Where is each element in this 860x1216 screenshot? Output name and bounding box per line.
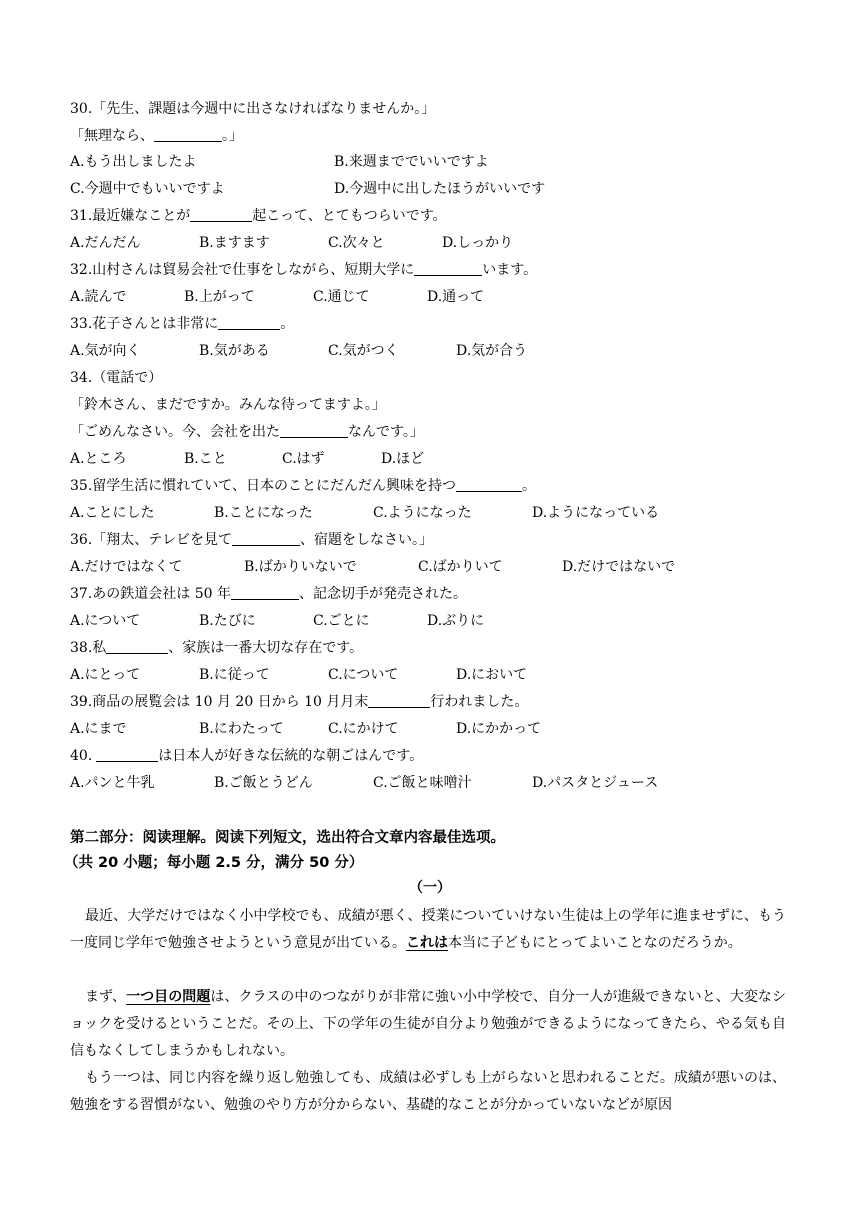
question-38: 38.私 、家族は一番大切な存在です。 <box>70 640 364 656</box>
option-a: A.読んで <box>70 289 127 305</box>
option-a: A.ことにした <box>70 505 155 521</box>
option-b: B.たびに <box>199 613 256 629</box>
question-35: 35.留学生活に慣れていて、日本のことにだんだん興味を持つ 。 <box>70 478 536 494</box>
option-d: D.しっかり <box>442 235 514 251</box>
option-a: A.パンと牛乳 <box>70 775 155 791</box>
option-a: A.だけではなくて <box>70 559 183 575</box>
answer-blank <box>280 423 348 438</box>
underlined-phrase: これは <box>406 935 448 951</box>
answer-blank <box>414 261 482 276</box>
option-c: C.ばかりいて <box>418 559 503 575</box>
option-d: D.ほど <box>381 451 425 467</box>
underlined-phrase: 一つ目の問題 <box>126 989 211 1005</box>
option-a: A.もう出しましたよ <box>70 154 197 170</box>
option-b: B.上がって <box>184 289 255 305</box>
answer-blank <box>456 477 522 492</box>
answer-blank <box>368 693 430 708</box>
answer-blank <box>218 315 280 330</box>
option-c: C.ようになった <box>373 505 472 521</box>
question-34-line-3: 「ごめんなさい。今、会社を出た なんです。」 <box>70 424 424 440</box>
passage-paragraph-1: 最近、大学だけではなく小中学校でも、成績が悪く、授業についていけない生徒は上の学年に進ませずに、もう一度同じ学年で勉強させようという意見が出ている。これは本当に子どもにとってよいことなのだろうか。 <box>70 908 786 951</box>
option-c: C.気がつく <box>328 343 399 359</box>
option-d: D.パスタとジュース <box>532 775 659 791</box>
question-32: 32.山村さんは貿易会社で仕事をしながら、短期大学に います。 <box>70 262 538 278</box>
question-39: 39.商品の展覧会は 10 月 20 日から 10 月月末 行われました。 <box>70 694 529 710</box>
question-30-line-2: 「無理なら、 。」 <box>70 128 243 144</box>
option-c: C.ご飯と味噌汁 <box>373 775 472 791</box>
question-36: 36.「翔太、テレビを見て 、宿題をしなさい。」 <box>70 532 433 548</box>
option-c: C.次々と <box>328 235 385 251</box>
option-b: B.気がある <box>199 343 270 359</box>
option-d: D.にかかって <box>456 721 542 737</box>
option-b: B.ばかりいないで <box>244 559 357 575</box>
option-c: C.今週中でもいいですよ <box>70 181 225 197</box>
answer-blank <box>190 207 252 222</box>
part2-heading: 第二部分：阅读理解。阅读下列短文，选出符合文章内容最佳选项。 <box>70 830 505 846</box>
question-30-line-1: 30.「先生、課題は今週中に出さなければなりませんか。」 <box>70 101 436 117</box>
answer-blank <box>106 639 168 654</box>
answer-blank <box>232 531 300 546</box>
question-31: 31.最近嫌なことが 起こって、とてもつらいです。 <box>70 208 447 224</box>
option-d: D.ぶりに <box>427 613 485 629</box>
option-a: A.にとって <box>70 667 141 683</box>
option-d: D.だけではないで <box>562 559 676 575</box>
option-d: D.において <box>456 667 528 683</box>
answer-blank <box>96 747 158 762</box>
question-33: 33.花子さんとは非常に 。 <box>70 316 295 332</box>
question-34-line-2: 「鈴木さん、まだですか。みんな待ってますよ。」 <box>70 397 386 413</box>
option-b: B.にわたって <box>199 721 284 737</box>
option-d: D.気が合う <box>456 343 528 359</box>
question-37: 37.あの鉄道会社は 50 年 、記念切手が発売された。 <box>70 586 467 602</box>
option-a: A.だんだん <box>70 235 141 251</box>
answer-blank <box>154 127 222 142</box>
section-title: （一） <box>409 880 451 896</box>
option-a: A.にまで <box>70 721 127 737</box>
option-b: B.こと <box>184 451 227 467</box>
option-b: B.ますます <box>199 235 270 251</box>
option-b: B.ご飯とうどん <box>214 775 313 791</box>
passage-paragraph-2: まず、一つ目の問題は、クラスの中のつながりが非常に強い小中学校で、自分一人が進級できないと、大変なショックを受けるということだ。その上、下の学年の生徒が自分より勉強ができるようになってきたら、やる気も自信もなくしてしまうかもしれない。 <box>70 989 786 1059</box>
question-40: 40. は日本人が好きな伝統的な朝ごはんです。 <box>70 748 424 764</box>
option-c: C.通じて <box>313 289 370 305</box>
answer-blank <box>231 585 299 600</box>
option-d: D.今週中に出したほうがいいです <box>334 181 546 197</box>
option-d: D.ようになっている <box>532 505 660 521</box>
option-a: A.ところ <box>70 451 127 467</box>
option-c: C.ごとに <box>313 613 370 629</box>
option-c: C.について <box>328 667 399 683</box>
option-a: A.について <box>70 613 141 629</box>
option-d: D.通って <box>427 289 485 305</box>
option-c: C.はず <box>282 451 325 467</box>
option-a: A.気が向く <box>70 343 141 359</box>
passage-paragraph-3: もう一つは、同じ内容を繰り返し勉強しても、成績は必ずしも上がらないと思われることだ。成績が悪いのは、勉強をする習慣がない、勉強のやり方が分からない、基礎的なことが分かっていないなどが原因 <box>70 1070 786 1113</box>
question-34-line-1: 34.（電話で） <box>70 370 163 386</box>
part2-subheading: （共 20 小题；每小题 2.5 分，满分 50 分） <box>64 855 364 871</box>
option-b: B.来週まででいいですよ <box>334 154 489 170</box>
option-b: B.に従って <box>199 667 270 683</box>
option-b: B.ことになった <box>214 505 313 521</box>
option-c: C.にかけて <box>328 721 399 737</box>
